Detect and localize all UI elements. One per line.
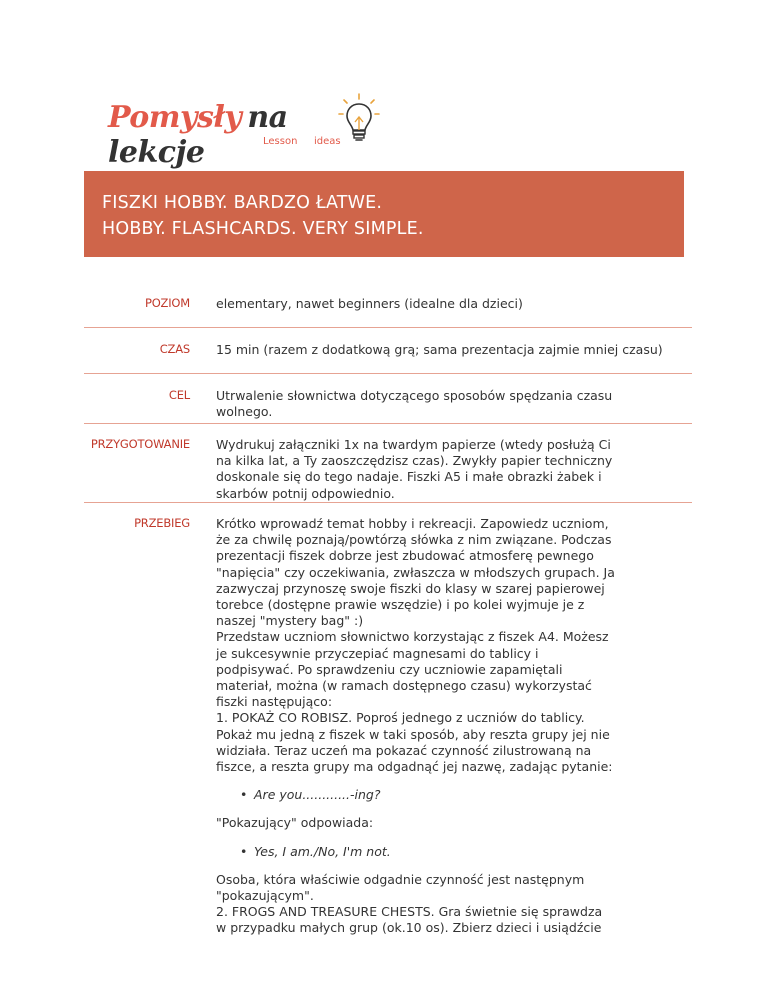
label-poziom: POZIOM xyxy=(144,296,190,310)
value-czas: 15 min (razem z dodatkową grą; sama prezentacja zajmie mniej czasu) xyxy=(216,342,663,357)
procedure-next: Osoba, która właściwie odgadnie czynność jest następnym "pokazującym". xyxy=(216,871,585,904)
divider xyxy=(84,423,692,424)
label-przebieg: PRZEBIEG xyxy=(134,516,190,530)
value-przygotowanie: Wydrukuj załączniki 1x na twardym papierze (wtedy posłużą Ci na kilka lat, a Ty zaoszczędzisz czas). Zwykły papier techniczny doskonale się do tego nadaje. Fiszki A5 i małe obrazki żabek i skarbów potnij odpowiednio. xyxy=(216,437,613,501)
value-poziom: elementary, nawet beginners (idealne dla dzieci) xyxy=(216,296,523,311)
logo-word-1: Pomysły xyxy=(108,100,242,135)
list-item: • Yes, I am./No, I'm not. xyxy=(216,844,616,860)
label-czas: CZAS xyxy=(159,342,190,356)
logo-word-2: na lekcje xyxy=(108,100,288,170)
lightbulb-icon xyxy=(336,92,382,148)
procedure-game-1: 1. POKAŻ CO ROBISZ. Poproś jednego z uczniów do tablicy. Pokaż mu jedną z fiszek w taki sposób, aby reszta grupy jej nie widziała. Teraz uczeń ma pokazać czynność zilustrowaną na fiszce, a reszta grupy ma odgadnąć jej nazwę, zadając pytanie: xyxy=(216,710,613,775)
logo-sub-lesson: Lesson xyxy=(263,136,298,147)
value-przebieg xyxy=(216,516,616,937)
procedure-intro: Krótko wprowadź temat hobby i rekreacji. Zapowiedz uczniom, że za chwilę poznają/powtórzą słówka z nim związane. Podczas prezentacji fiszek dobrze jest zbudować atmosferę pewnego "napięcia" czy oczekiwania, zwłaszcza w młodszych grupach. Ja zazwyczaj przynoszę swoje fiszki do klasy w szarej papierowej torebce (dostępne prawie wszędzie) i po kolei wyjmuje je z naszej "mystery bag" :) xyxy=(216,516,615,629)
procedure-game-2: 2. FROGS AND TREASURE CHESTS. Gra świetnie się sprawdza w przypadku małych grup (ok.10 os). Zbierz dzieci i usiądźcie xyxy=(216,904,603,936)
title-polish: FISZKI HOBBY. BARDZO ŁATWE. xyxy=(102,193,383,213)
title-banner xyxy=(84,171,684,257)
label-przygotowanie: PRZYGOTOWANIE xyxy=(90,437,190,451)
logo-sub-ideas: ideas xyxy=(314,136,341,147)
divider xyxy=(84,502,692,503)
list-item: • Are you............-ing? xyxy=(216,787,616,803)
value-cel: Utrwalenie słownictwa dotyczącego sposobów spędzania czasu wolnego. xyxy=(216,388,613,420)
logo xyxy=(108,92,388,170)
title-english: HOBBY. FLASHCARDS. VERY SIMPLE. xyxy=(102,219,424,239)
procedure-answer-intro: "Pokazujący" odpowiada: xyxy=(216,815,374,831)
label-cel: CEL xyxy=(168,388,190,402)
procedure-flashcards: Przedstaw uczniom słownictwo korzystając z fiszek A4. Możesz je sukcesywnie przyczepiać magnesami do tablicy i podpisywać. Po sprawdzeniu czy uczniowie zapamiętali materiał, można (w ramach dostępnego czasu) wykorzystać fiszki następująco: xyxy=(216,629,609,710)
divider xyxy=(84,373,692,374)
divider xyxy=(84,327,692,328)
